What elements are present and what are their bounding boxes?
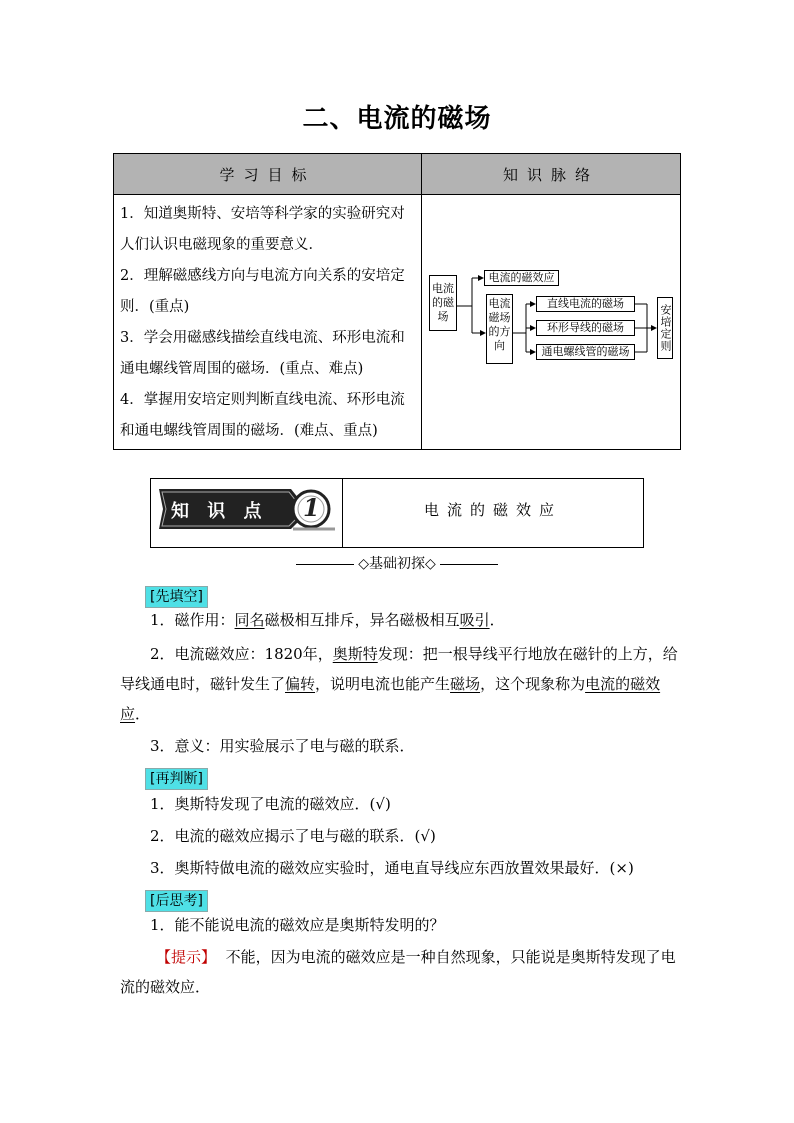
blank-answer: 电流的磁效应 xyxy=(120,675,661,723)
map-rule-box: 安培定则 xyxy=(657,297,673,359)
heading-rule-right xyxy=(440,564,498,565)
section-heading xyxy=(0,553,794,573)
page-title: 二、电流的磁场 xyxy=(302,104,492,134)
map-root-box: 电流的磁场 xyxy=(429,275,457,331)
goal-item: 2．理解磁感线方向与电流方向关系的安培定则．(重点) xyxy=(120,268,405,315)
blank-answer: 偏转 xyxy=(285,675,316,693)
map-effect-box: 电流的磁效应 xyxy=(484,270,559,286)
blank-answer: 同名 xyxy=(234,611,265,629)
section-heading-text: ◇基础初探◇ xyxy=(358,556,436,572)
blank-answer: 吸引 xyxy=(459,611,490,629)
fill-item-1: 1．磁作用：同名磁极相互排斥，异名磁极相互吸引． xyxy=(150,611,505,629)
map-solenoid-box: 通电螺线管的磁场 xyxy=(536,344,635,360)
blank-answer: 磁场 xyxy=(450,675,481,693)
think-question: 1．能不能说电流的磁效应是奥斯特发明的？ xyxy=(150,916,445,934)
goal-item: 1．知道奥斯特、安培等科学家的实验研究对人们认识电磁现象的重要意义． xyxy=(120,206,405,253)
goals-cell xyxy=(114,195,422,450)
map-ring-box: 环形导线的磁场 xyxy=(536,320,635,336)
blank-answer: 奥斯特 xyxy=(332,645,378,663)
knowledge-point-label: 知 识 点 xyxy=(171,501,268,522)
knowledge-point-topic: 电流的磁效应 xyxy=(423,501,562,519)
knowledge-map-cell xyxy=(422,195,681,450)
goals-header: 学习目标 xyxy=(114,154,422,195)
think-hint xyxy=(120,942,680,1002)
judge-item: 2．电流的磁效应揭示了电与磁的联系．(√) xyxy=(150,827,436,845)
map-direction-box: 电流磁场的方向 xyxy=(486,294,513,364)
heading-rule-left xyxy=(296,564,354,565)
map-header: 知识脉络 xyxy=(422,154,681,195)
hint-text: 不能，因为电流的磁效应是一种自然现象，只能说是奥斯特发现了电流的磁效应． xyxy=(120,948,676,996)
knowledge-point-box xyxy=(150,478,644,548)
fill-item-3: 3．意义：用实验展示了电与磁的联系． xyxy=(150,737,415,755)
judge-tag: [再判断] xyxy=(145,768,208,790)
judge-item: 1．奥斯特发现了电流的磁效应．(√) xyxy=(150,795,391,813)
goals-table xyxy=(113,153,681,450)
fill-item-2: 2．电流磁效应：1820年，奥斯特发现：把一根导线平行地放在磁针的上方，给导线通电时，磁针发生了偏转，说明电流也能产生磁场，这个现象称为电流的磁效应． xyxy=(120,645,678,723)
hint-label: 【提示】 xyxy=(156,948,217,966)
think-tag: [后思考] xyxy=(145,890,208,912)
judge-item: 3．奥斯特做电流的磁效应实验时，通电直导线应东西放置效果最好．(×) xyxy=(150,859,634,877)
fill-blank-tag: [先填空] xyxy=(145,586,208,608)
knowledge-point-number: 1 xyxy=(303,493,320,522)
goal-item: 4．掌握用安培定则判断直线电流、环形电流和通电螺线管周围的磁场．(难点、重点) xyxy=(120,392,405,439)
map-straight-box: 直线电流的磁场 xyxy=(536,296,635,312)
goal-item: 3．学会用磁感线描绘直线电流、环形电流和通电螺线管周围的磁场．(重点、难点) xyxy=(120,330,405,377)
